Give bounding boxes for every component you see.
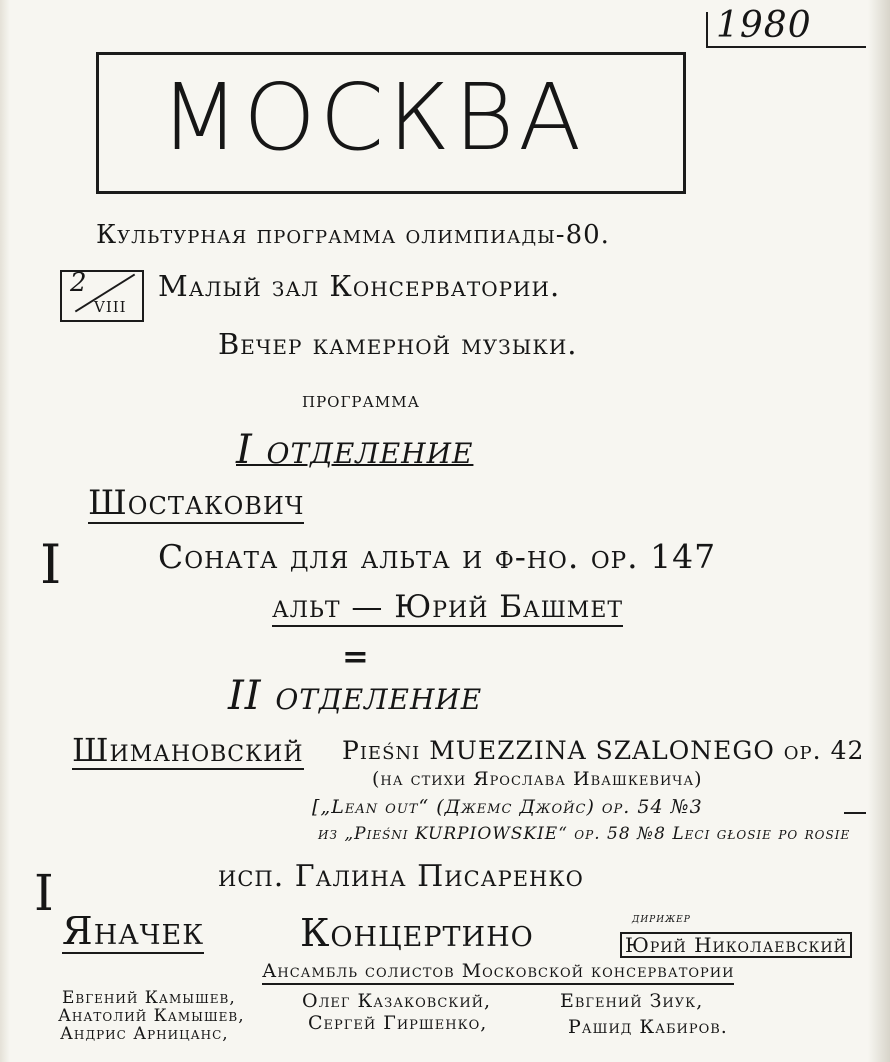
part1-work: Соната для альта и ф-но. ор. 147 <box>158 537 717 576</box>
part1-performer: альт — Юрий Башмет <box>272 589 624 625</box>
janacek-concertino: Концертино <box>300 911 534 955</box>
part2-work: Pieśni MUEZZINA SZALONEGO ор. 42 <box>342 736 865 765</box>
part2-heading: II отделение <box>228 673 483 719</box>
musician-6: Сергей Гиршенко, <box>308 1012 488 1034</box>
musician-3: Евгений Зиук, <box>560 990 704 1012</box>
date-month: VIII <box>94 298 127 316</box>
janacek-composer: Яначек <box>62 909 205 953</box>
paper-edge-right <box>868 0 890 1062</box>
part2-composer: Шимановский <box>72 731 304 769</box>
year-box-bottom-rule <box>706 46 866 48</box>
part1-composer: Шостакович <box>88 483 305 523</box>
musician-1: Евгений Камышев, <box>62 988 236 1008</box>
musician-2: Олег Казаковский, <box>302 990 492 1012</box>
program-header: Культурная программа олимпиады-80. <box>96 220 610 250</box>
part2-kurpie-song: из „Pieśni KURPIOWSKIE“ ор. 58 №8 Leci głosie po rosie <box>318 824 851 844</box>
city-title: МОСКВА <box>160 64 586 171</box>
part1-separator: = <box>342 637 369 675</box>
conductor-label: дирижер <box>632 911 691 926</box>
musician-7: Рашид Кабиров. <box>568 1016 728 1038</box>
conductor-name: Юрий Николаевский <box>620 932 852 958</box>
date-day: 2 <box>70 268 88 298</box>
part2-poet: (на стихи Ярослава Ивашкевича) <box>372 768 703 790</box>
paper-edge-left <box>0 0 10 1062</box>
part2-roman: I <box>34 864 54 922</box>
year-box-left-rule <box>706 12 708 48</box>
part1-heading: I отделение <box>236 427 474 473</box>
musician-5: Андрис Арницанс, <box>60 1024 229 1044</box>
evening: Вечер камерной музыки. <box>218 327 578 361</box>
part2-joyce-song: [„Lean out“ (Джемс Джойс) ор. 54 №3 <box>312 796 703 818</box>
musician-4: Анатолий Камышев, <box>58 1006 245 1026</box>
part1-roman: I <box>40 533 62 596</box>
year-label: 1980 <box>716 5 812 46</box>
venue: Малый зал Консерватории. <box>158 269 561 303</box>
part2-singer: исп. Галина Писаренко <box>218 859 584 894</box>
program-label: программа <box>302 388 420 412</box>
part2-dash <box>844 812 866 814</box>
ensemble: Ансамбль солистов Московской консерватории <box>262 962 734 985</box>
